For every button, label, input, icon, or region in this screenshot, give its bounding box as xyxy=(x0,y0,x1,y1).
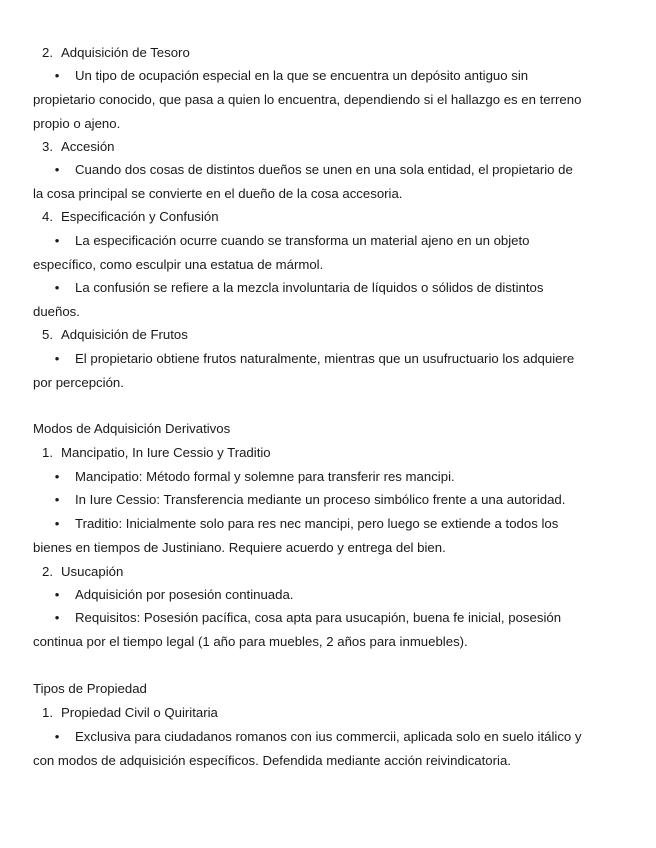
list-item-heading xyxy=(33,445,271,461)
text-line: con modos de adquisición específicos. Defendida mediante acción reivindicatoria. xyxy=(33,753,511,768)
list-item-title: Usucapión xyxy=(61,564,124,579)
bullet-glyph: • xyxy=(54,280,60,295)
text-line: bienes en tiempos de Justiniano. Requiere acuerdo y entrega del bien. xyxy=(33,540,446,555)
bullet-line xyxy=(53,469,455,485)
text-line: dueños. xyxy=(33,304,80,319)
bullet-glyph: • xyxy=(54,587,60,602)
list-item-heading xyxy=(33,209,219,225)
bullet-glyph: • xyxy=(54,469,60,484)
bullet-text: In Iure Cessio: Transferencia mediante un proceso simbólico frente a una autoridad. xyxy=(75,492,566,507)
list-item-title: Accesión xyxy=(61,139,115,154)
list-number: 5. xyxy=(42,327,53,342)
bullet-text: Cuando dos cosas de distintos dueños se unen en una sola entidad, el propietario de xyxy=(75,162,573,177)
list-number: 3. xyxy=(42,139,53,154)
bullet-glyph: • xyxy=(54,516,60,531)
bullet-text: Exclusiva para ciudadanos romanos con ius commercii, aplicada solo en suelo itálico y xyxy=(75,729,582,744)
bullet-line xyxy=(53,610,561,626)
list-item-title: Adquisición de Tesoro xyxy=(61,45,190,60)
bullet-glyph: • xyxy=(54,351,60,366)
bullet-text: La confusión se refiere a la mezcla involuntaria de líquidos o sólidos de distintos xyxy=(75,280,544,295)
text-line: propietario conocido, que pasa a quien lo encuentra, dependiendo si el hallazgo es en terreno xyxy=(33,92,582,107)
section-heading: Tipos de Propiedad xyxy=(33,681,147,696)
list-item-heading xyxy=(33,139,115,155)
list-item-title: Propiedad Civil o Quiritaria xyxy=(61,705,218,720)
bullet-line xyxy=(53,516,558,532)
list-item-heading xyxy=(33,327,188,343)
bullet-line xyxy=(53,162,573,178)
bullet-line xyxy=(53,351,574,367)
bullet-line xyxy=(53,68,528,84)
list-number: 2. xyxy=(42,564,53,579)
bullet-glyph: • xyxy=(54,492,60,507)
text-line: por percepción. xyxy=(33,375,124,390)
text-line: continua por el tiempo legal (1 año para muebles, 2 años para inmuebles). xyxy=(33,634,468,649)
text-line: específico, como esculpir una estatua de mármol. xyxy=(33,257,324,272)
bullet-text: Mancipatio: Método formal y solemne para transferir res mancipi. xyxy=(75,469,455,484)
list-item-heading xyxy=(33,705,218,721)
bullet-text: Adquisición por posesión continuada. xyxy=(75,587,294,602)
list-item-heading xyxy=(33,564,123,580)
bullet-line xyxy=(53,729,582,745)
text-line: la cosa principal se convierte en el dueño de la cosa accesoria. xyxy=(33,186,403,201)
list-number: 1. xyxy=(42,705,53,720)
list-item-heading xyxy=(33,45,190,61)
list-item-title: Mancipatio, In Iure Cessio y Traditio xyxy=(61,445,271,460)
list-number: 4. xyxy=(42,209,53,224)
bullet-line xyxy=(53,492,565,508)
list-number: 1. xyxy=(42,445,53,460)
bullet-glyph: • xyxy=(54,610,60,625)
bullet-line xyxy=(53,233,530,249)
list-item-title: Especificación y Confusión xyxy=(61,209,219,224)
bullet-text: La especificación ocurre cuando se transforma un material ajeno en un objeto xyxy=(75,233,530,248)
bullet-line xyxy=(53,587,293,603)
bullet-text: Un tipo de ocupación especial en la que se encuentra un depósito antiguo sin xyxy=(75,68,529,83)
bullet-text: El propietario obtiene frutos naturalmente, mientras que un usufructuario los adquiere xyxy=(75,351,575,366)
text-line: propio o ajeno. xyxy=(33,116,121,131)
list-number: 2. xyxy=(42,45,53,60)
bullet-text: Requisitos: Posesión pacífica, cosa apta para usucapión, buena fe inicial, posesión xyxy=(75,610,562,625)
bullet-line xyxy=(53,280,543,296)
list-item-title: Adquisición de Frutos xyxy=(61,327,188,342)
bullet-glyph: • xyxy=(54,729,60,744)
bullet-glyph: • xyxy=(54,68,60,83)
section-heading: Modos de Adquisición Derivativos xyxy=(33,421,231,436)
bullet-text: Traditio: Inicialmente solo para res nec mancipi, pero luego se extiende a todos los xyxy=(75,516,559,531)
bullet-glyph: • xyxy=(54,233,60,248)
bullet-glyph: • xyxy=(54,162,60,177)
